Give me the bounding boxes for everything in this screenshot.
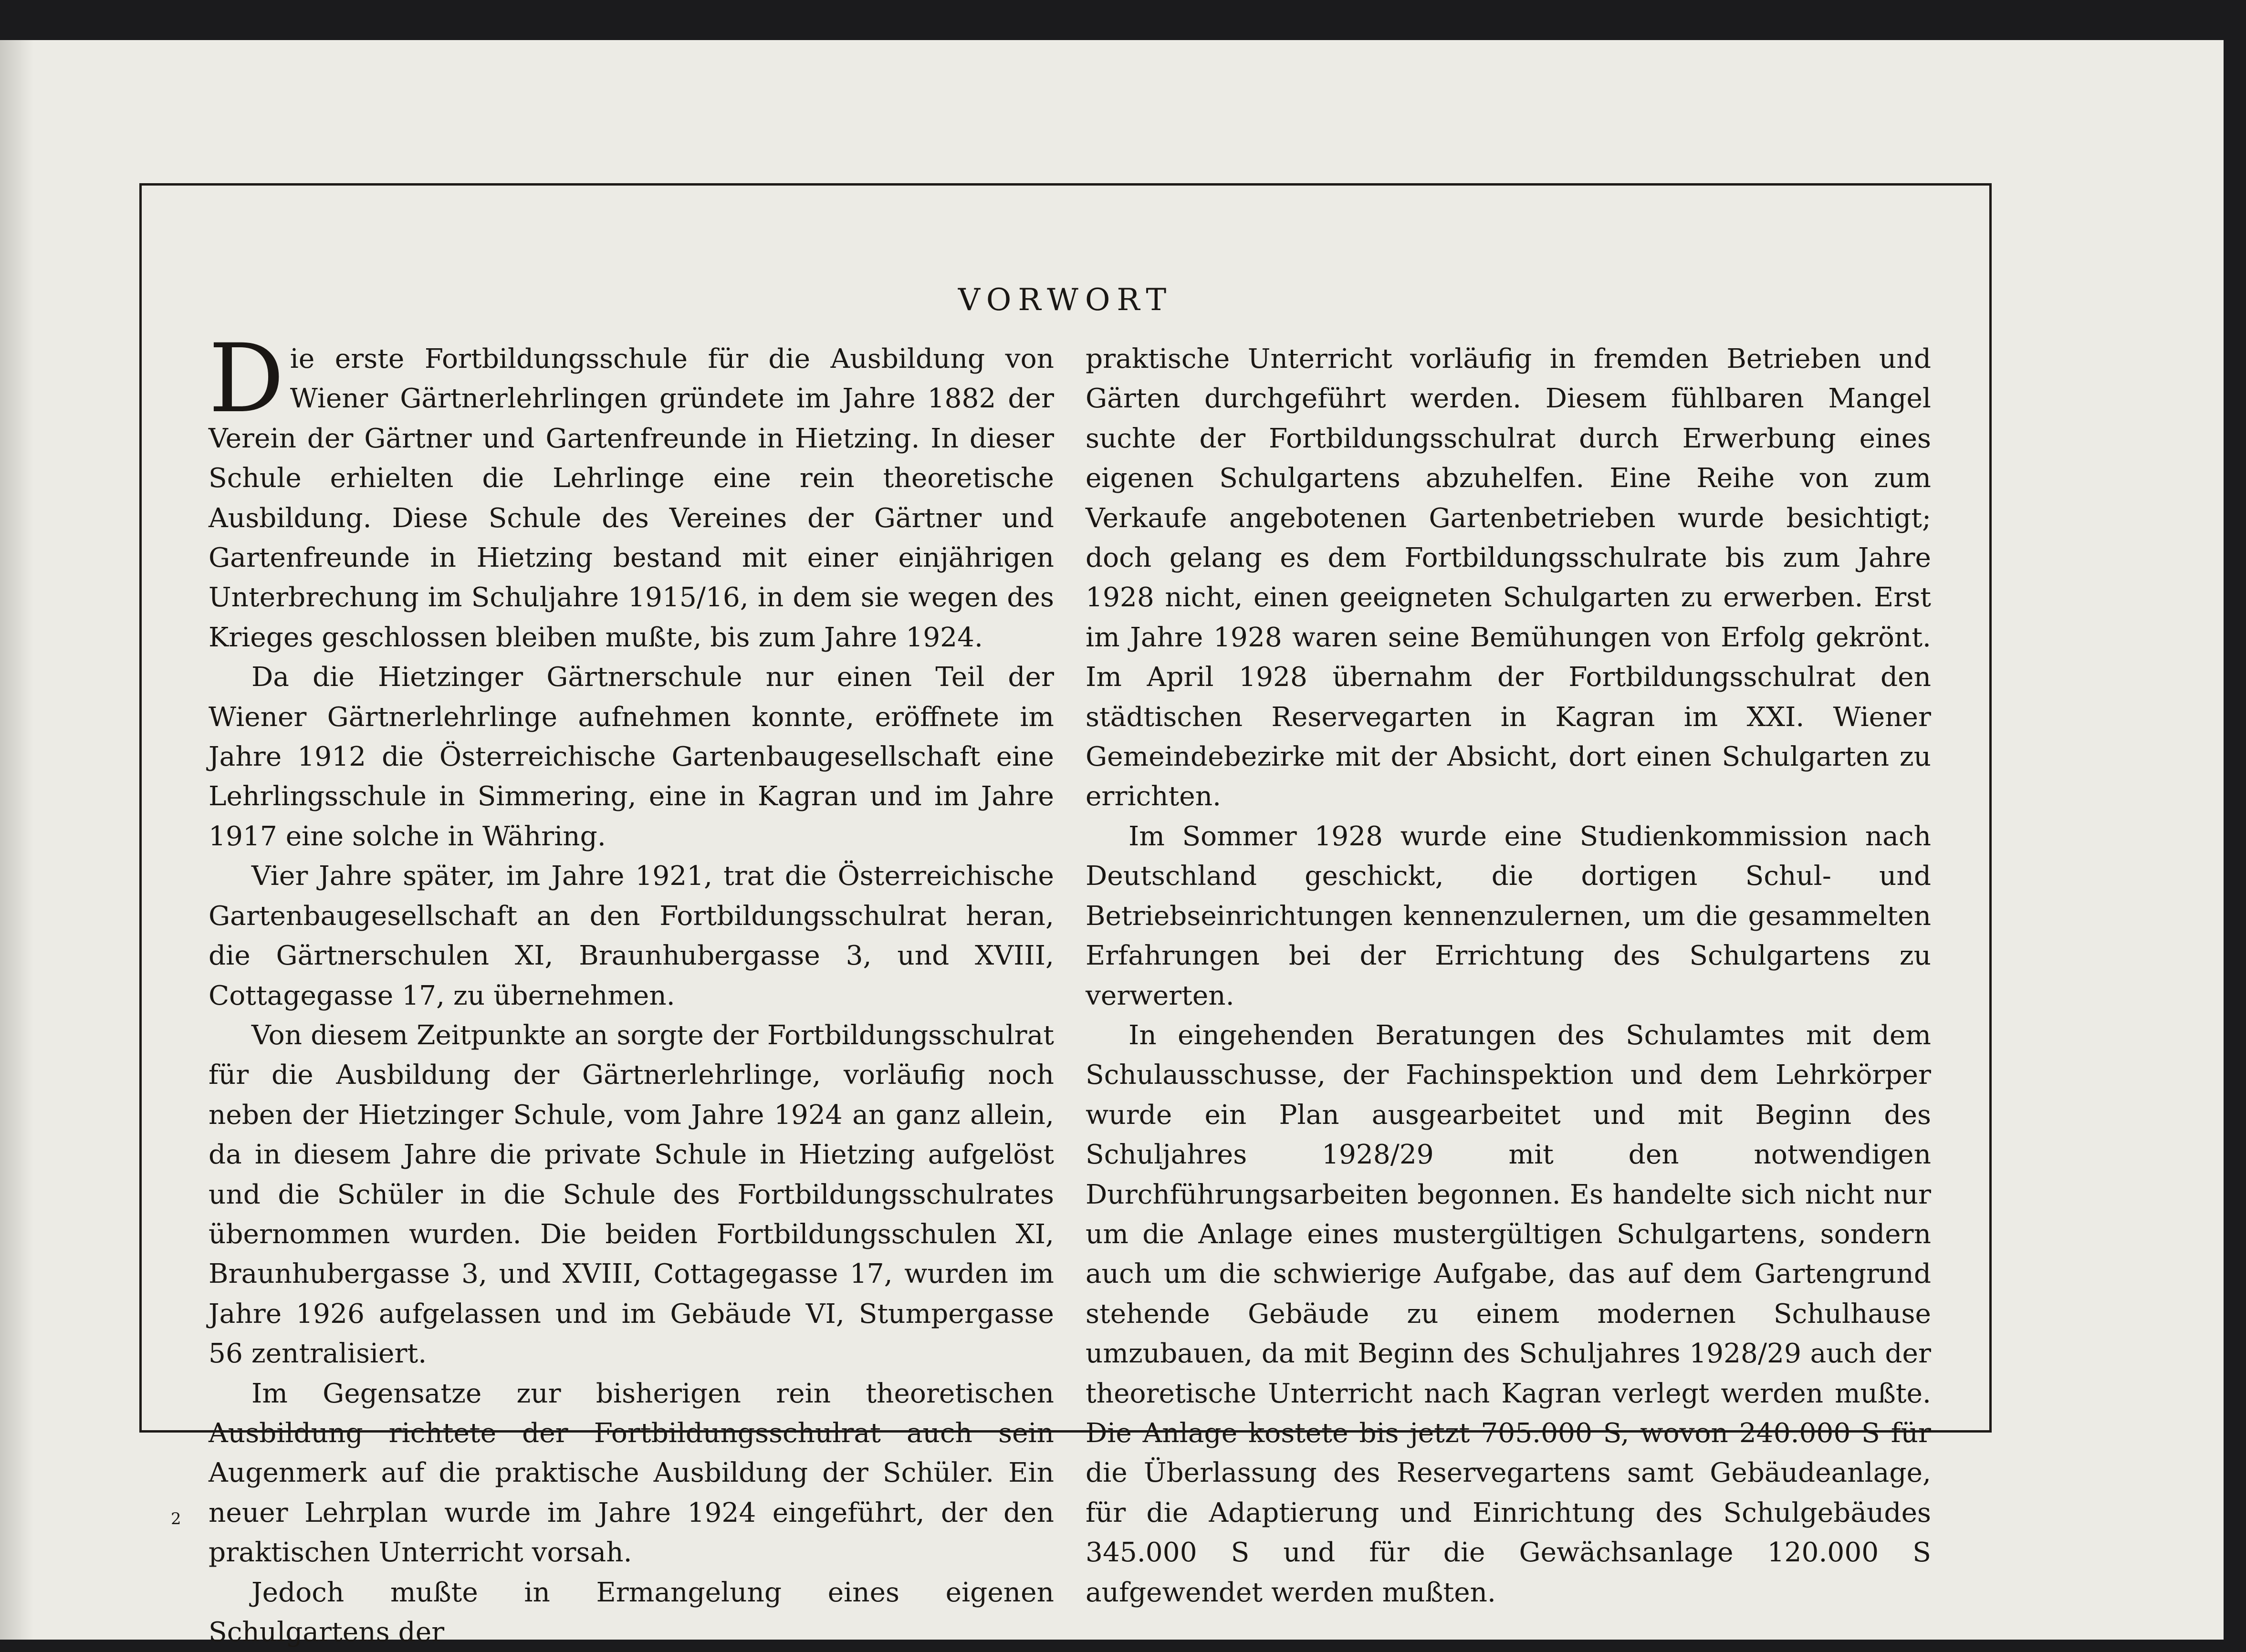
- book-page: [0, 40, 2224, 1648]
- paragraph-1-text: ie erste Fortbildungsschule für die Ausbildung von Wiener Gärtnerlehrlingen gründete im Jahre 1882 der Verein der Gärtner und Gartenfreunde in Hietzing. In dieser Schule erhielten die Lehrlinge eine rein theoretische Ausbildung. Diese Schule des Vereines der Gärtner und Gartenfreunde in Hietzing bestand mit einer einjährigen Unterbrechung im Schuljahre 1915/16, in dem sie wegen des Krieges geschlossen bleiben mußte, bis zum Jahre 1924.: [209, 343, 1054, 653]
- paragraph-7: Im Sommer 1928 wurde eine Studienkommission nach Deutschland geschickt, die dortigen Schul- und Betriebseinrichtungen kennenzulernen, um die gesammelten Erfahrungen bei der Errichtung des Schulgartens zu verwerten.: [1086, 821, 1931, 1011]
- right-column: [1086, 339, 1931, 1612]
- paragraph-4: Von diesem Zeitpunkte an sorgte der Fortbildungsschulrat für die Ausbildung der Gärtnerlehrlinge, vorläufig noch neben der Hietzinger Schule, vom Jahre 1924 an ganz allein, da in diesem Jahre die private Schule in Hietzing aufgelöst und die Schüler in die Schule des Fortbildungsschulrates übernommen wurden. Die beiden Fortbildungsschulen XI, Braunhubergasse 3, und XVIII, Cottagegasse 17, wurden im Jahre 1926 aufgelassen und im Gebäude VI, Stumpergasse 56 zentralisiert.: [209, 1019, 1054, 1370]
- left-column: [209, 323, 1054, 1652]
- paragraph-2: Da die Hietzinger Gärtnerschule nur einen Teil der Wiener Gärtnerlehrlinge aufnehmen konnte, eröffnete im Jahre 1912 die Österreichische Gartenbaugesellschaft eine Lehrlingsschule in Simmering, eine in Kagran und im Jahre 1917 eine solche in Währing.: [209, 662, 1054, 852]
- paragraph-6: Jedoch mußte in Ermangelung eines eigenen Schulgartens der: [209, 1577, 1054, 1648]
- paragraph-6-continuation: praktische Unterricht vorläufig in fremden Betrieben und Gärten durchgeführt werden. Diesem fühlbaren Mangel suchte der Fortbildungsschulrat durch Erwerbung eines eigenen Schulgartens abzuhelfen. Eine Reihe von zum Verkaufe angebotenen Gartenbetrieben wurde besichtigt; doch gelang es dem Fortbildungsschulrate bis zum Jahre 1928 nicht, einen geeigneten Schulgarten zu erwerben. Erst im Jahre 1928 waren seine Bemühungen von Erfolg gekrönt. Im April 1928 übernahm der Fortbildungsschulrat den städtischen Reservegarten in Kagran im XXI. Wiener Gemeindebezirke mit der Absicht, dort einen Schulgarten zu errichten.: [1086, 343, 1931, 812]
- text-frame: [139, 183, 1992, 1648]
- paragraph-5: Im Gegensatze zur bisherigen rein theoretischen Ausbildung richtete der Fortbildungsschulrat auch sein Augenmerk auf die praktische Ausbildung der Schüler. Ein neuer Lehrplan wurde im Jahre 1924 eingeführt, der den praktischen Unterricht vorsah.: [209, 1378, 1054, 1569]
- paragraph-8: In eingehenden Beratungen des Schulamtes mit dem Schulausschusse, der Fachinspektion und dem Lehrkörper wurde ein Plan ausgearbeitet und mit Beginn des Schuljahres 1928/29 mit den notwendigen Durchführungsarbeiten begonnen. Es handelte sich nicht nur um die Anlage eines mustergültigen Schulgartens, sondern auch um die schwierige Aufgabe, das auf dem Gartengrund stehende Gebäude zu einem modernen Schulhause umzubauen, da mit Beginn des Schuljahres 1928/29 auch der theoretische Unterricht nach Kagran verlegt werden mußte. Die Anlage kostete bis jetzt 705.000 S, wovon 240.000 S für die Überlassung des Reservegartens samt Gebäudeanlage, für die Adaptierung und Einrichtung des Schulgebäudes 345.000 S und für die Gewächsanlage 120.000 S aufgewendet werden mußten.: [1086, 1019, 1931, 1608]
- page-number: 2: [171, 1509, 181, 1528]
- spine-shadow: [0, 40, 33, 1640]
- paragraph-1: [209, 323, 1054, 657]
- page-title: VORWORT: [958, 282, 1173, 318]
- drop-cap: D: [209, 323, 284, 434]
- paragraph-3: Vier Jahre später, im Jahre 1921, trat die Österreichische Gartenbaugesellschaft an den Fortbildungsschulrat heran, die Gärtnerschulen XI, Braunhubergasse 3, und XVIII, Cottagegasse 17, zu übernehmen.: [209, 861, 1054, 1011]
